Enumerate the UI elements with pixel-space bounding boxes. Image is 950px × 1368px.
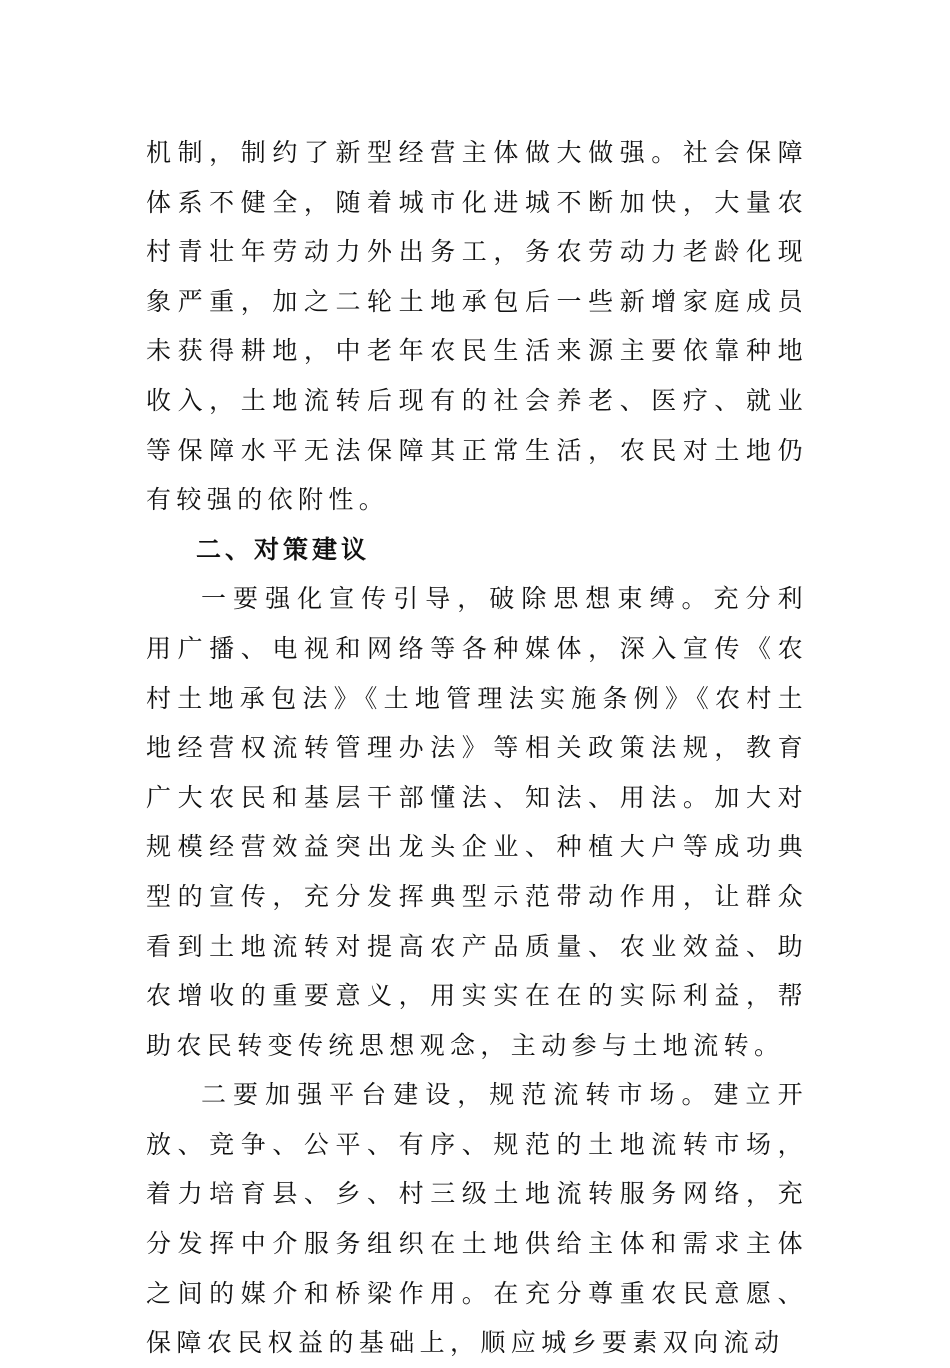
paragraph-social-security: 机制，制约了新型经营主体做大做强。社会保障体系不健全，随着城市化进城不断加快，大量农村青壮年劳动力外出务工，务农劳动力老龄化现象严重，加之二轮土地承包后一些新增家庭成员未获得耕地，中老年农民生活来源主要依靠种地收入，土地流转后现有的社会养老、医疗、就业等保障水平无法保障其正常生活，农民对土地仍有较强的依附性。 <box>146 138 808 515</box>
paragraph-platform-construction: 二要加强平台建设，规范流转市场。建立开放、竞争、公平、有序、规范的土地流转市场，着力培育县、乡、村三级土地流转服务网络，充分发挥中介服务组织在土地供给主体和需求主体之间的媒介和桥梁作用。在充分尊重农民意愿、保障农民权益的基础上，顺应城乡要素双向流动 <box>146 1080 808 1358</box>
paragraph-publicity-guidance: 一要强化宣传引导，破除思想束缚。充分利用广播、电视和网络等各种媒体，深入宣传《农村土地承包法》《土地管理法实施条例》《农村土地经营权流转管理办法》等相关政策法规，教育广大农民和基层干部懂法、知法、用法。加大对规模经营效益突出龙头企业、种植大户等成功典型的宣传，充分发挥典型示范带动作用，让群众看到土地流转对提高农产品质量、农业效益、助农增收的重要意义，用实实在在的实际利益，帮助农民转变传统思想观念，主动参与土地流转。 <box>146 584 808 1060</box>
section-heading-countermeasures: 二、对策建议 <box>196 534 371 564</box>
document-body <box>146 128 808 1368</box>
